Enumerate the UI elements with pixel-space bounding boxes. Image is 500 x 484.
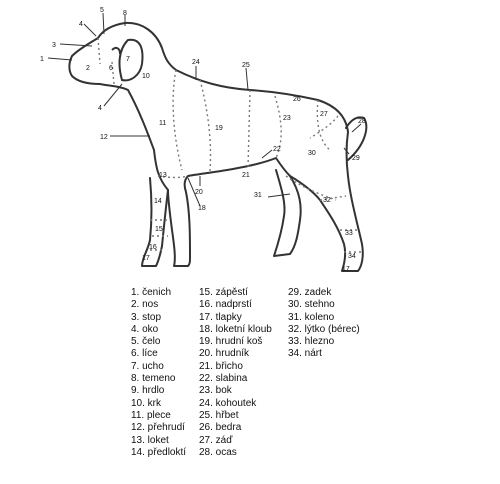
- legend-item: 9. hrdlo: [131, 385, 165, 397]
- diagram-label: 14: [154, 198, 162, 205]
- diagram-label: 33: [345, 230, 353, 237]
- diagram-label: 5: [100, 7, 104, 14]
- legend-item: 20. hrudník: [199, 348, 250, 360]
- diagram-label: 16: [149, 244, 157, 251]
- diagram-label: 7: [126, 56, 130, 63]
- legend-item: 22. slabina: [199, 373, 248, 385]
- diagram-label: 4: [79, 21, 83, 28]
- legend-item: 17. tlapky: [199, 311, 242, 323]
- diagram-label: 10: [142, 73, 150, 80]
- legend-item: 7. ucho: [131, 360, 164, 372]
- diagram-label: 4: [98, 105, 102, 112]
- diagram-label: 32: [323, 197, 331, 204]
- diagram-label: 24: [192, 59, 200, 66]
- diagram-label: 17: [142, 255, 150, 262]
- legend-column-3: [288, 287, 360, 361]
- diagram-label: 30: [308, 150, 316, 157]
- legend-item: 5. čelo: [131, 336, 161, 348]
- diagram-label: 15: [155, 226, 163, 233]
- diagram-label: 22: [273, 146, 281, 153]
- legend-item: 14. předloktí: [131, 446, 187, 458]
- diagram-label: 26: [293, 96, 301, 103]
- region-dividers: [98, 38, 362, 252]
- legend-item: 4. oko: [131, 323, 159, 335]
- diagram-label: 8: [123, 10, 127, 17]
- legend-item: 18. loketní kloub: [199, 323, 272, 335]
- legend-column-2: [199, 287, 272, 459]
- diagram-label: 12: [100, 134, 108, 141]
- diagram-label: 28: [358, 118, 366, 125]
- legend-item: 31. koleno: [288, 311, 335, 323]
- legend-item: 16. nadprstí: [199, 299, 252, 311]
- legend-item: 2. nos: [131, 299, 159, 311]
- legend-column-1: [131, 287, 186, 459]
- legend-item: 19. hrudní koš: [199, 336, 263, 348]
- diagram-label: 34: [348, 253, 356, 260]
- legend-item: 6. líce: [131, 348, 158, 360]
- diagram-label: 29: [352, 155, 360, 162]
- legend-item: 28. ocas: [199, 446, 237, 458]
- diagram-label: 1: [40, 56, 44, 63]
- legend-item: 25. hřbet: [199, 409, 239, 421]
- part-number-labels: [40, 7, 366, 273]
- dog-outline: [69, 23, 366, 271]
- diagram-label: 11: [159, 120, 167, 127]
- diagram-label: 23: [283, 115, 291, 122]
- diagram-label: 31: [254, 192, 262, 199]
- legend-item: 33. hlezno: [288, 336, 335, 348]
- legend-item: 27. záď: [199, 434, 233, 446]
- diagram-label: 6: [109, 65, 113, 72]
- legend-item: 29. zadek: [288, 287, 332, 298]
- legend-item: 8. temeno: [131, 373, 176, 385]
- legend-item: 13. loket: [131, 434, 169, 446]
- diagram-label: 27: [320, 111, 328, 118]
- diagram-label: 13: [159, 172, 167, 179]
- legend-item: 10. krk: [131, 397, 162, 409]
- legend-item: 3. stop: [131, 311, 162, 323]
- legend-item: 21. břicho: [199, 360, 243, 372]
- legend-item: 15. zápěstí: [199, 287, 248, 298]
- legend-item: 32. lýtko (bérec): [288, 323, 360, 335]
- diagram-label: 25: [242, 62, 250, 69]
- diagram-label: 3: [52, 42, 56, 49]
- legend-item: 30. stehno: [288, 299, 335, 311]
- leader-lines: [48, 13, 361, 206]
- legend-item: 12. přehrudí: [131, 422, 185, 434]
- legend-item: 26. bedra: [199, 422, 242, 434]
- diagram-label: 18: [198, 205, 206, 212]
- diagram-label: 19: [215, 125, 223, 132]
- diagram-label: 21: [242, 172, 250, 179]
- legend-item: 11. plece: [131, 409, 171, 421]
- legend-item: 34. nárt: [288, 348, 322, 360]
- diagram-label: 20: [195, 189, 203, 196]
- legend-item: 1. čenich: [131, 287, 172, 298]
- legend-item: 23. bok: [199, 385, 232, 397]
- diagram-label: 2: [86, 65, 90, 72]
- diagram-label: 17: [342, 266, 350, 273]
- legend-item: 24. kohoutek: [199, 397, 257, 409]
